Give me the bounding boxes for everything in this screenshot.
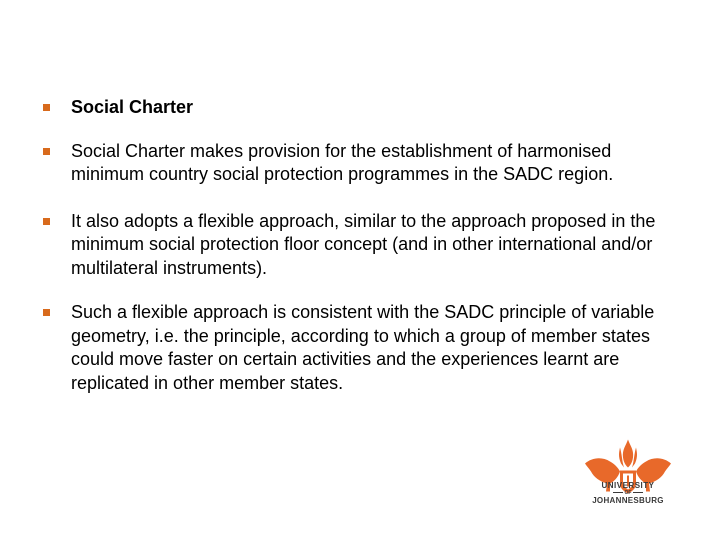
logo-line-university: UNIVERSITY [601, 481, 655, 490]
bullet-text: Social Charter makes provision for the establishment of harmonised minimum country social protection programmes in the SADC region. [71, 140, 614, 184]
square-bullet-icon [43, 218, 50, 225]
logo-line-of: OF [582, 490, 674, 496]
bullet-text: Social Charter [71, 97, 194, 117]
university-wordmark [582, 481, 674, 505]
bullet-item-flexible-approach [41, 210, 681, 281]
square-bullet-icon [43, 104, 50, 111]
bullet-list [41, 96, 681, 395]
bullet-text: Such a flexible approach is consistent with the SADC principle of variable geometry, i.e. the principle, according to which a group of member states could move faster on certain activities and the experiences learnt are replicated in other member states. [71, 302, 655, 393]
bullet-item-social-charter [41, 96, 681, 120]
bullet-item-variable-geometry [41, 301, 681, 395]
square-bullet-icon [43, 309, 50, 316]
logo-line-johannesburg: JOHANNESBURG [592, 496, 664, 505]
bullet-item-provision [41, 140, 681, 187]
square-bullet-icon [43, 148, 50, 155]
bullet-text: It also adopts a flexible approach, similar to the approach proposed in the minimum social protection floor concept (and in other international and/or multilateral instruments). [71, 210, 656, 278]
crest-flame [623, 440, 633, 468]
